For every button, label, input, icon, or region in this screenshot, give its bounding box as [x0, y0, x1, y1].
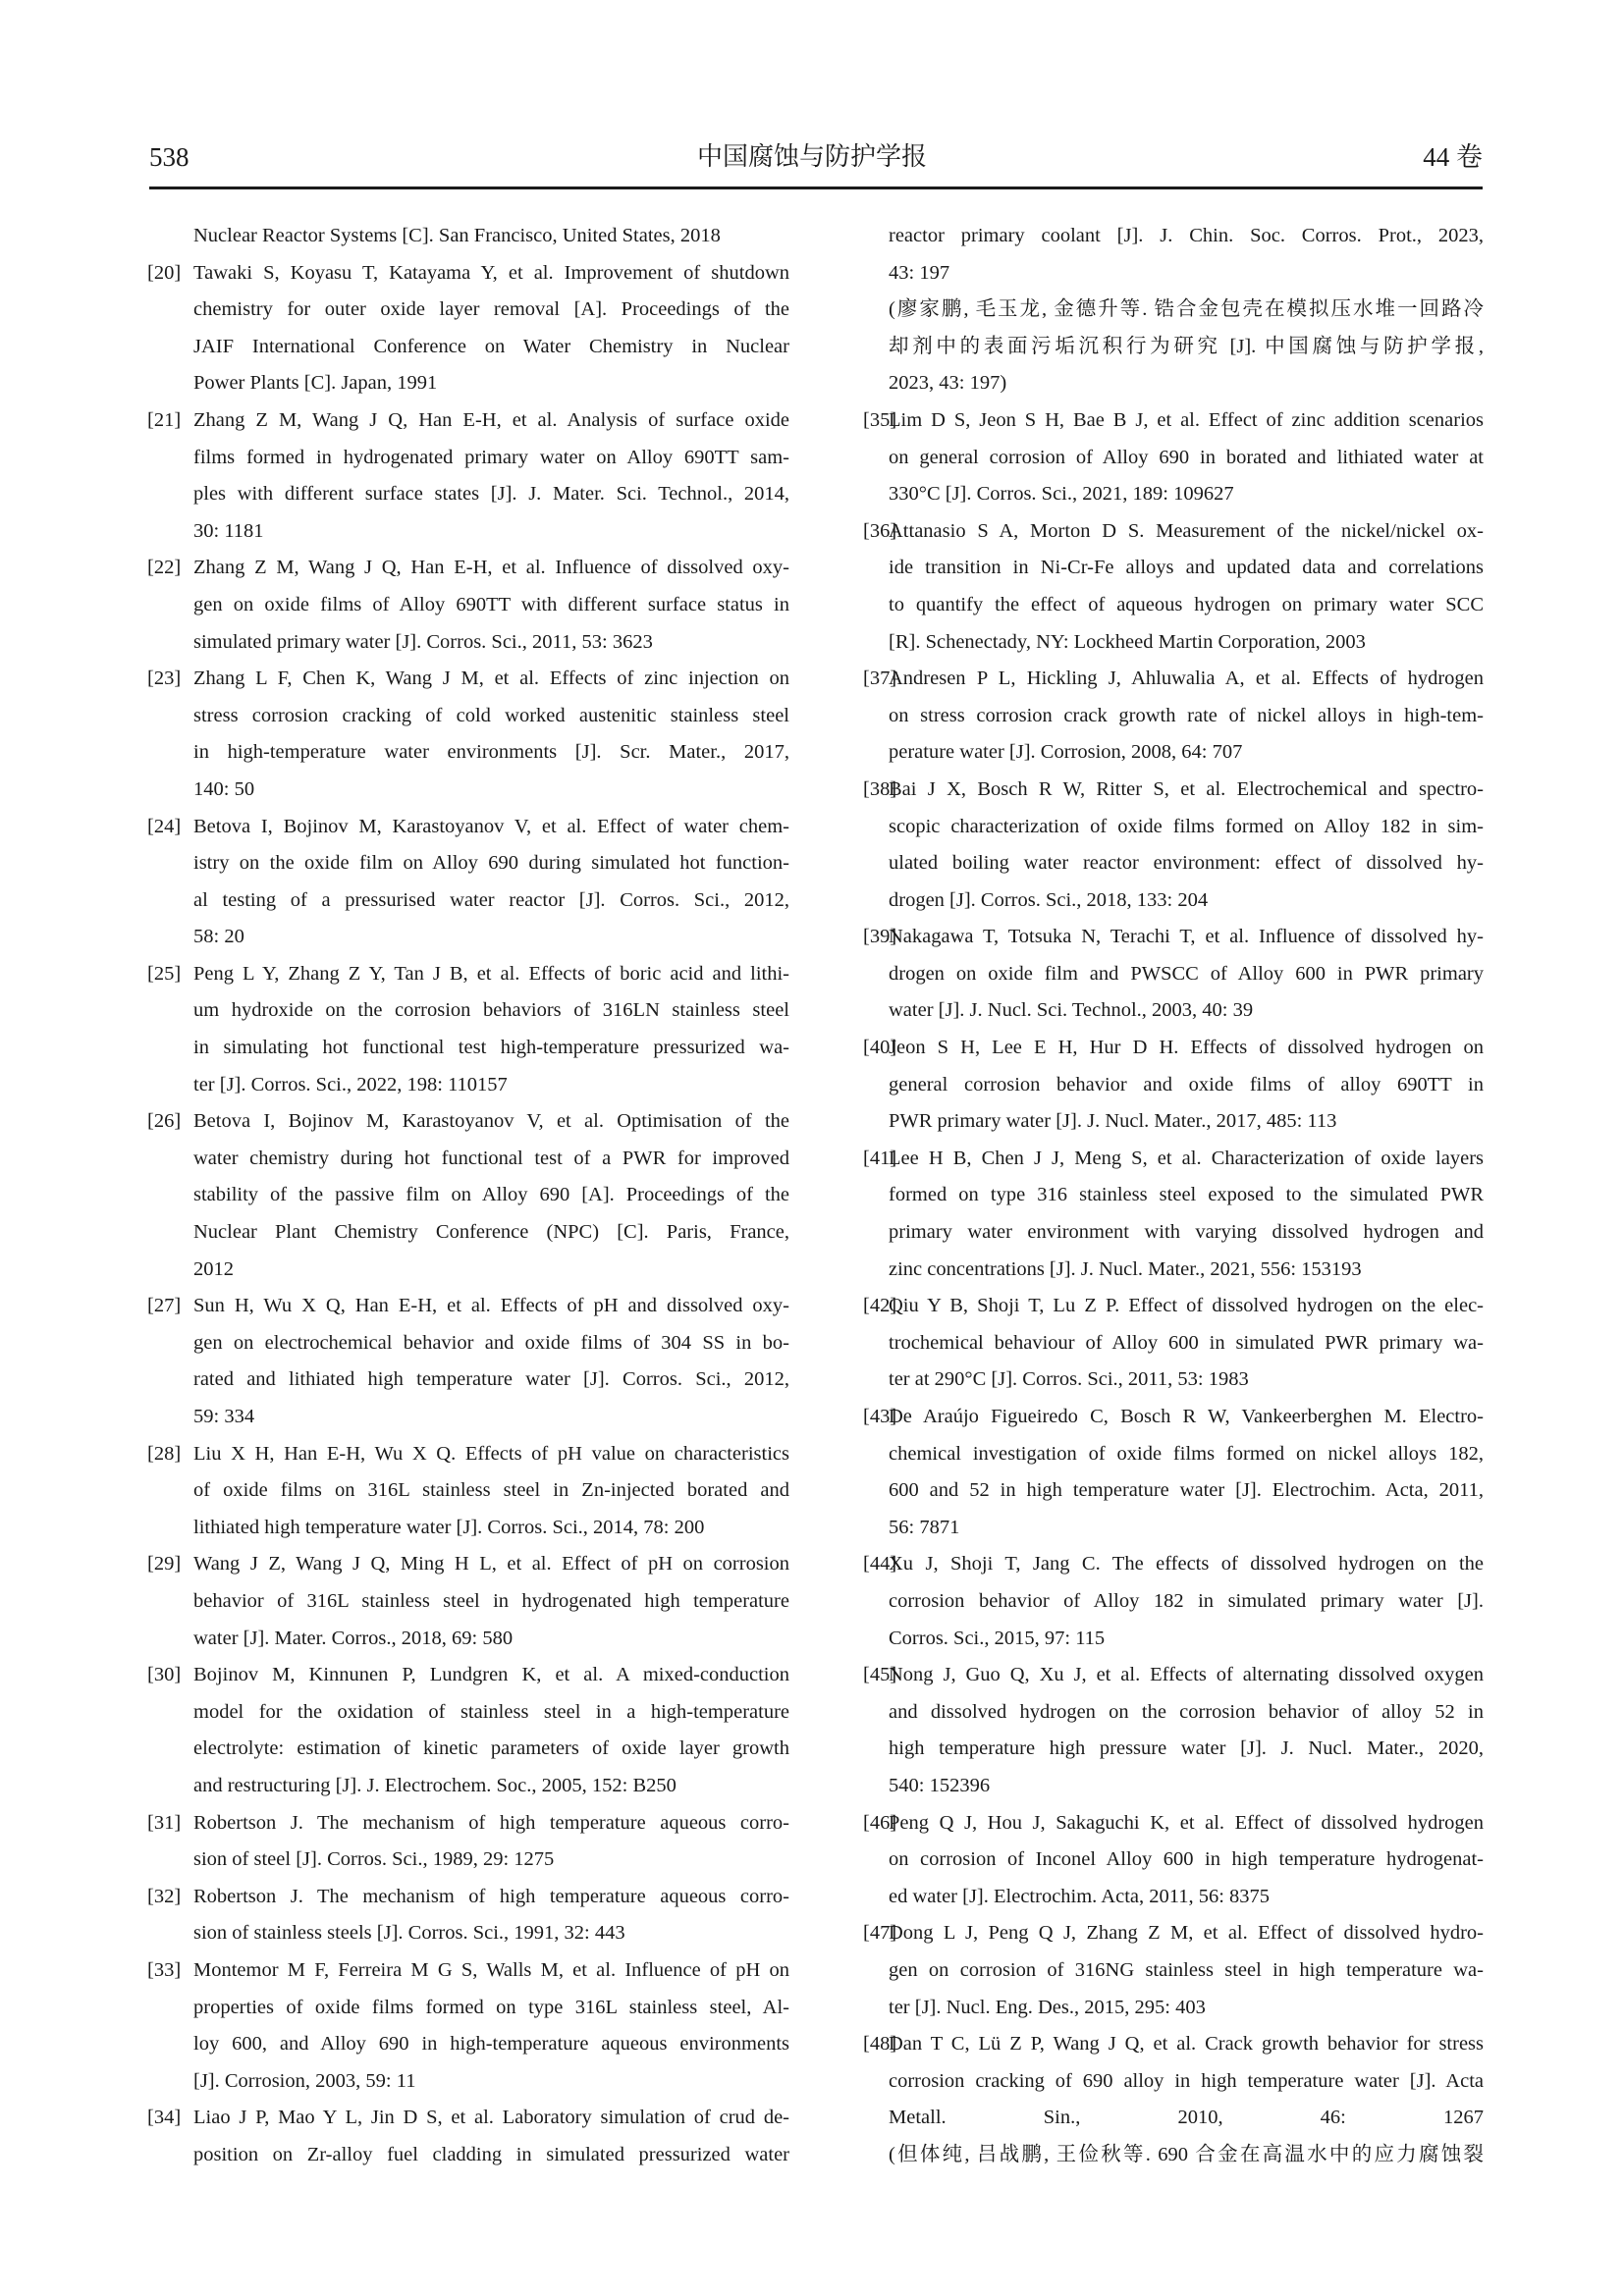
reference-text-line: water [J]. Mater. Corros., 2018, 69: 580 [193, 1627, 514, 1649]
reference-number: [33] [147, 1958, 182, 1981]
reference-entry [147, 661, 789, 808]
reference-text-line: on stress corrosion crack growth rate of nickel alloys in high-tem- [889, 704, 1484, 726]
reference-text-line: scopic characterization of oxide films formed on Alloy 182 in sim- [889, 815, 1484, 837]
reference-entry [147, 809, 789, 956]
reference-text-line: Nong J, Guo Q, Xu J, et al. Effects of alternating dissolved oxygen [889, 1664, 1484, 1686]
reference-number: [27] [147, 1295, 182, 1317]
reference-text-line: 600 and 52 in high temperature water [J]. Electrochim. Acta, 2011, [889, 1479, 1484, 1502]
reference-text-line: and dissolved hydrogen on the corrosion behavior of alloy 52 in [889, 1700, 1484, 1723]
reference-text-line: ter [J]. Nucl. Eng. Des., 2015, 295: 403 [889, 1996, 1206, 2018]
reference-text-line: behavior of 316L stainless steel in hydrogenated high temperature [193, 1589, 789, 1612]
reference-text-line: high temperature high pressure water [J]. J. Nucl. Mater., 2020, [889, 1737, 1484, 1760]
reference-number: [41] [863, 1147, 897, 1169]
reference-text-line: to quantify the effect of aqueous hydrogen on primary water SCC [889, 593, 1484, 615]
reference-text-line: on general corrosion of Alloy 690 in borated and lithiated water at [889, 446, 1484, 468]
reference-text-line: 2012 [193, 1257, 234, 1280]
reference-text-line: corrosion cracking of 690 alloy in high temperature water [J]. Acta [889, 2069, 1484, 2092]
reference-entry [863, 1288, 1484, 1399]
reference-text-line: Zhang Z M, Wang J Q, Han E-H, et al. Influence of dissolved oxy- [193, 557, 789, 579]
reference-entry [147, 1657, 789, 1804]
reference-number: [36] [863, 519, 897, 542]
reference-text-line: istry on the oxide film on Alloy 690 during simulated hot function- [193, 852, 789, 875]
reference-text-line: (但体纯, 吕战鹏, 王俭秋等. 690 合金在高温水中的应力腐蚀裂 [889, 2143, 1484, 2165]
reference-entry [147, 956, 789, 1103]
reference-entry [863, 1915, 1484, 2026]
reference-text-line: trochemical behaviour of Alloy 600 in simulated PWR primary wa- [889, 1331, 1484, 1354]
reference-text-line: of oxide films on 316L stainless steel in Zn-injected borated and [193, 1479, 789, 1502]
reference-entry [863, 1657, 1484, 1804]
reference-text-line: 43: 197 [889, 261, 950, 284]
reference-text-line: Zhang Z M, Wang J Q, Han E-H, et al. Analysis of surface oxide [193, 408, 789, 431]
references-left-column [147, 218, 789, 2173]
reference-text-line: Andresen P L, Hickling J, Ahluwalia A, et al. Effects of hydrogen [889, 667, 1484, 690]
reference-text-line: primary water environment with varying dissolved hydrogen and [889, 1221, 1484, 1244]
reference-number: [35] [863, 408, 897, 431]
reference-text-line: JAIF International Conference on Water Chemistry in Nuclear [193, 335, 789, 357]
reference-text-line: 140: 50 [193, 777, 255, 800]
reference-text-line: 却剂中的表面污垢沉积行为研究 [J]. 中国腐蚀与防护学报, [889, 335, 1484, 357]
reference-entry [863, 2026, 1484, 2173]
reference-number: [26] [147, 1110, 182, 1133]
reference-number: [29] [147, 1553, 182, 1575]
reference-text-line: ed water [J]. Electrochim. Acta, 2011, 56: 8375 [889, 1885, 1271, 1907]
reference-text-line: properties of oxide films formed on type 316L stainless steel, Al- [193, 1996, 789, 2018]
reference-text-line: model for the oxidation of stainless steel in a high-temperature [193, 1700, 789, 1723]
reference-text-line: formed on type 316 stainless steel exposed to the simulated PWR [889, 1184, 1484, 1206]
reference-entry [863, 1805, 1484, 1916]
reference-entry [863, 402, 1484, 513]
reference-number: [20] [147, 261, 182, 284]
references-right-column [863, 218, 1484, 2173]
reference-number: [44] [863, 1553, 897, 1575]
reference-text-line: Bojinov M, Kinnunen P, Lundgren K, et al. A mixed-conduction [193, 1664, 789, 1686]
reference-continuation [147, 218, 789, 255]
reference-text-line: position on Zr-alloy fuel cladding in simulated pressurized water [193, 2143, 789, 2165]
reference-text-line: Zhang L F, Chen K, Wang J M, et al. Effects of zinc injection on [193, 667, 789, 690]
reference-text-line: general corrosion behavior and oxide films of alloy 690TT in [889, 1073, 1484, 1095]
reference-entry [147, 1436, 789, 1547]
reference-entry [147, 1805, 789, 1879]
header-rule [149, 187, 1483, 189]
reference-text-line: Attanasio S A, Morton D S. Measurement of the nickel/nickel ox- [889, 519, 1484, 542]
reference-text-line: ples with different surface states [J]. J. Mater. Sci. Technol., 2014, [193, 483, 789, 506]
reference-text-line: Jeon S H, Lee E H, Hur D H. Effects of dissolved hydrogen on [889, 1037, 1484, 1059]
reference-text-line: perature water [J]. Corrosion, 2008, 64: 707 [889, 741, 1243, 764]
reference-entry [147, 1952, 789, 2100]
reference-text-line: lithiated high temperature water [J]. Corros. Sci., 2014, 78: 200 [193, 1516, 705, 1538]
reference-number: [23] [147, 667, 182, 690]
reference-number: [22] [147, 557, 182, 579]
reference-text-line: Liu X H, Han E-H, Wu X Q. Effects of pH value on characteristics [193, 1442, 789, 1465]
reference-text-line: Nuclear Plant Chemistry Conference (NPC) [C]. Paris, France, [193, 1221, 789, 1244]
reference-text-line: al testing of a pressurised water reactor [J]. Corros. Sci., 2012, [193, 888, 789, 911]
reference-text-line: drogen on oxide film and PWSCC of Alloy 600 in PWR primary [889, 962, 1484, 985]
reference-text-line: sion of stainless steels [J]. Corros. Sci., 1991, 32: 443 [193, 1922, 625, 1945]
reference-number: [28] [147, 1442, 182, 1465]
reference-text-line: De Araújo Figueiredo C, Bosch R W, Vankeerberghen M. Electro- [889, 1406, 1484, 1427]
reference-number: [25] [147, 962, 182, 985]
reference-number: [47] [863, 1922, 897, 1945]
reference-text-line: loy 600, and Alloy 690 in high-temperature aqueous environments [193, 2033, 789, 2056]
reference-text-line: Nakagawa T, Totsuka N, Terachi T, et al. Influence of dissolved hy- [889, 926, 1484, 948]
reference-text-line: [R]. Schenectady, NY: Lockheed Martin Corporation, 2003 [889, 630, 1366, 653]
reference-entry [863, 661, 1484, 772]
reference-text-line: 58: 20 [193, 926, 244, 948]
reference-entry [147, 2100, 789, 2173]
reference-entry [863, 1030, 1484, 1141]
reference-text-line: ulated boiling water reactor environment: effect of dissolved hy- [889, 852, 1484, 875]
reference-number: [48] [863, 2033, 897, 2056]
reference-text-line: Montemor M F, Ferreira M G S, Walls M, et al. Influence of pH on [193, 1958, 789, 1981]
reference-text-line: Sun H, Wu X Q, Han E-H, et al. Effects of pH and dissolved oxy- [193, 1295, 789, 1317]
reference-text-line: Liao J P, Mao Y L, Jin D S, et al. Laboratory simulation of crud de- [193, 2107, 789, 2129]
reference-number: [24] [147, 815, 182, 837]
reference-text-line: in high-temperature water environments [J]. Scr. Mater., 2017, [193, 741, 789, 764]
reference-text-line: ter [J]. Corros. Sci., 2022, 198: 110157 [193, 1073, 508, 1095]
reference-text-line: Dong L J, Peng Q J, Zhang Z M, et al. Effect of dissolved hydro- [889, 1922, 1484, 1945]
reference-text-line: ter at 290°C [J]. Corros. Sci., 2011, 53: 1983 [889, 1368, 1249, 1391]
reference-entry [147, 550, 789, 661]
reference-text-line: stability of the passive film on Alloy 690 [A]. Proceedings of the [193, 1184, 789, 1206]
reference-number: [46] [863, 1811, 897, 1834]
reference-number: [43] [863, 1406, 897, 1427]
reference-text-line: Peng Q J, Hou J, Sakaguchi K, et al. Effect of dissolved hydrogen [889, 1811, 1484, 1834]
reference-text-line: films formed in hydrogenated primary water on Alloy 690TT sam- [193, 446, 789, 468]
reference-text-line: chemistry for outer oxide layer removal [A]. Proceedings of the [193, 298, 789, 321]
reference-entry [147, 255, 789, 402]
reference-text-line: 56: 7871 [889, 1516, 960, 1538]
reference-text-line: Peng L Y, Zhang Z Y, Tan J B, et al. Effects of boric acid and lithi- [193, 962, 789, 985]
reference-text-line: Bai J X, Bosch R W, Ritter S, et al. Electrochemical and spectro- [889, 777, 1484, 800]
reference-number: [45] [863, 1664, 897, 1686]
reference-text-line: Xu J, Shoji T, Jang C. The effects of dissolved hydrogen on the [889, 1553, 1484, 1575]
reference-text-line: rated and lithiated high temperature water [J]. Corros. Sci., 2012, [193, 1368, 789, 1391]
reference-text-line: water chemistry during hot functional test of a PWR for improved [193, 1147, 789, 1169]
reference-text-line: Corros. Sci., 2015, 97: 115 [889, 1627, 1106, 1649]
reference-text-line: gen on oxide films of Alloy 690TT with different surface status in [193, 593, 789, 615]
reference-number: [38] [863, 777, 897, 800]
reference-text-line: 330°C [J]. Corros. Sci., 2021, 189: 109627 [889, 483, 1234, 506]
reference-text-line: in simulating hot functional test high-temperature pressurized wa- [193, 1037, 789, 1059]
reference-text-line: on corrosion of Inconel Alloy 600 in high temperature hydrogenat- [889, 1848, 1484, 1871]
reference-number: [40] [863, 1037, 897, 1059]
reference-text-line: PWR primary water [J]. J. Nucl. Mater., 2017, 485: 113 [889, 1110, 1337, 1133]
reference-text-line: simulated primary water [J]. Corros. Sci., 2011, 53: 3623 [193, 630, 653, 653]
reference-text-line: gen on electrochemical behavior and oxide films of 304 SS in bo- [193, 1331, 789, 1354]
reference-text-line: zinc concentrations [J]. J. Nucl. Mater., 2021, 556: 153193 [889, 1257, 1362, 1280]
reference-text-line: Nuclear Reactor Systems [C]. San Francisco, United States, 2018 [193, 225, 721, 246]
reference-entry [863, 513, 1484, 661]
reference-entry [863, 1546, 1484, 1657]
reference-text-line: reactor primary coolant [J]. J. Chin. Soc. Corros. Prot., 2023, [889, 225, 1484, 246]
reference-text-line: and restructuring [J]. J. Electrochem. Soc., 2005, 152: B250 [193, 1774, 677, 1796]
reference-number: [21] [147, 408, 182, 431]
reference-text-line: electrolyte: estimation of kinetic parameters of oxide layer growth [193, 1737, 789, 1760]
reference-text-line: stress corrosion cracking of cold worked austenitic stainless steel [193, 704, 789, 726]
page-number: 538 [149, 142, 189, 172]
journal-title: 中国腐蚀与防护学报 [696, 142, 927, 172]
reference-text-line: Robertson J. The mechanism of high temperature aqueous corro- [193, 1811, 789, 1834]
reference-text-line: corrosion behavior of Alloy 182 in simulated primary water [J]. [889, 1589, 1484, 1612]
reference-number: [30] [147, 1664, 182, 1686]
reference-entry [147, 1879, 789, 1952]
volume-label: 44 卷 [1423, 142, 1483, 172]
reference-text-line: Lim D S, Jeon S H, Bae B J, et al. Effect of zinc addition scenarios [889, 408, 1484, 431]
reference-text-line: gen on corrosion of 316NG stainless steel in high temperature wa- [889, 1958, 1484, 1981]
reference-number: [39] [863, 926, 897, 948]
reference-continuation [863, 292, 1484, 402]
reference-text-line: 30: 1181 [193, 519, 264, 542]
reference-text-line: 59: 334 [193, 1406, 255, 1427]
reference-text-line: Dan T C, Lü Z P, Wang J Q, et al. Crack growth behavior for stress [889, 2033, 1484, 2056]
reference-text-line: Wang J Z, Wang J Q, Ming H L, et al. Effect of pH on corrosion [193, 1553, 789, 1575]
reference-text-line: (廖家鹏, 毛玉龙, 金德升等. 锆合金包壳在模拟压水堆一回路冷 [889, 298, 1484, 321]
reference-text-line: chemical investigation of oxide films formed on nickel alloys 182, [889, 1442, 1484, 1465]
reference-entry [863, 1399, 1484, 1546]
reference-number: [42] [863, 1295, 897, 1317]
reference-number: [31] [147, 1811, 182, 1834]
reference-text-line: drogen [J]. Corros. Sci., 2018, 133: 204 [889, 888, 1209, 911]
reference-entry [863, 919, 1484, 1030]
reference-text-line: Metall. Sin., 2010, 46: 1267 [889, 2107, 1484, 2129]
reference-text-line: Power Plants [C]. Japan, 1991 [193, 372, 438, 395]
reference-text-line: sion of steel [J]. Corros. Sci., 1989, 29: 1275 [193, 1848, 555, 1871]
reference-entry [147, 1103, 789, 1288]
reference-text-line: water [J]. J. Nucl. Sci. Technol., 2003, 40: 39 [889, 999, 1254, 1022]
reference-text-line: Lee H B, Chen J J, Meng S, et al. Characterization of oxide layers [889, 1147, 1484, 1169]
reference-text-line: Qiu Y B, Shoji T, Lu Z P. Effect of dissolved hydrogen on the elec- [889, 1295, 1484, 1317]
reference-text-line: Betova I, Bojinov M, Karastoyanov V, et al. Effect of water chem- [193, 815, 789, 837]
reference-number: [32] [147, 1885, 182, 1907]
reference-entry [863, 1141, 1484, 1288]
reference-entry [863, 772, 1484, 919]
reference-text-line: Betova I, Bojinov M, Karastoyanov V, et al. Optimisation of the [193, 1110, 789, 1133]
reference-number: [37] [863, 667, 897, 690]
reference-text-line: Robertson J. The mechanism of high temperature aqueous corro- [193, 1885, 789, 1907]
reference-text-line: [J]. Corrosion, 2003, 59: 11 [193, 2069, 416, 2092]
reference-text-line: Tawaki S, Koyasu T, Katayama Y, et al. Improvement of shutdown [193, 261, 789, 284]
reference-entry [147, 402, 789, 550]
reference-continuation [863, 218, 1484, 292]
reference-text-line: 2023, 43: 197) [889, 372, 1007, 395]
reference-entry [147, 1288, 789, 1435]
reference-entry [147, 1546, 789, 1657]
reference-text-line: um hydroxide on the corrosion behaviors of 316LN stainless steel [193, 999, 789, 1022]
reference-text-line: 540: 152396 [889, 1774, 991, 1796]
reference-number: [34] [147, 2107, 182, 2129]
reference-text-line: ide transition in Ni-Cr-Fe alloys and updated data and correlations [889, 557, 1484, 579]
